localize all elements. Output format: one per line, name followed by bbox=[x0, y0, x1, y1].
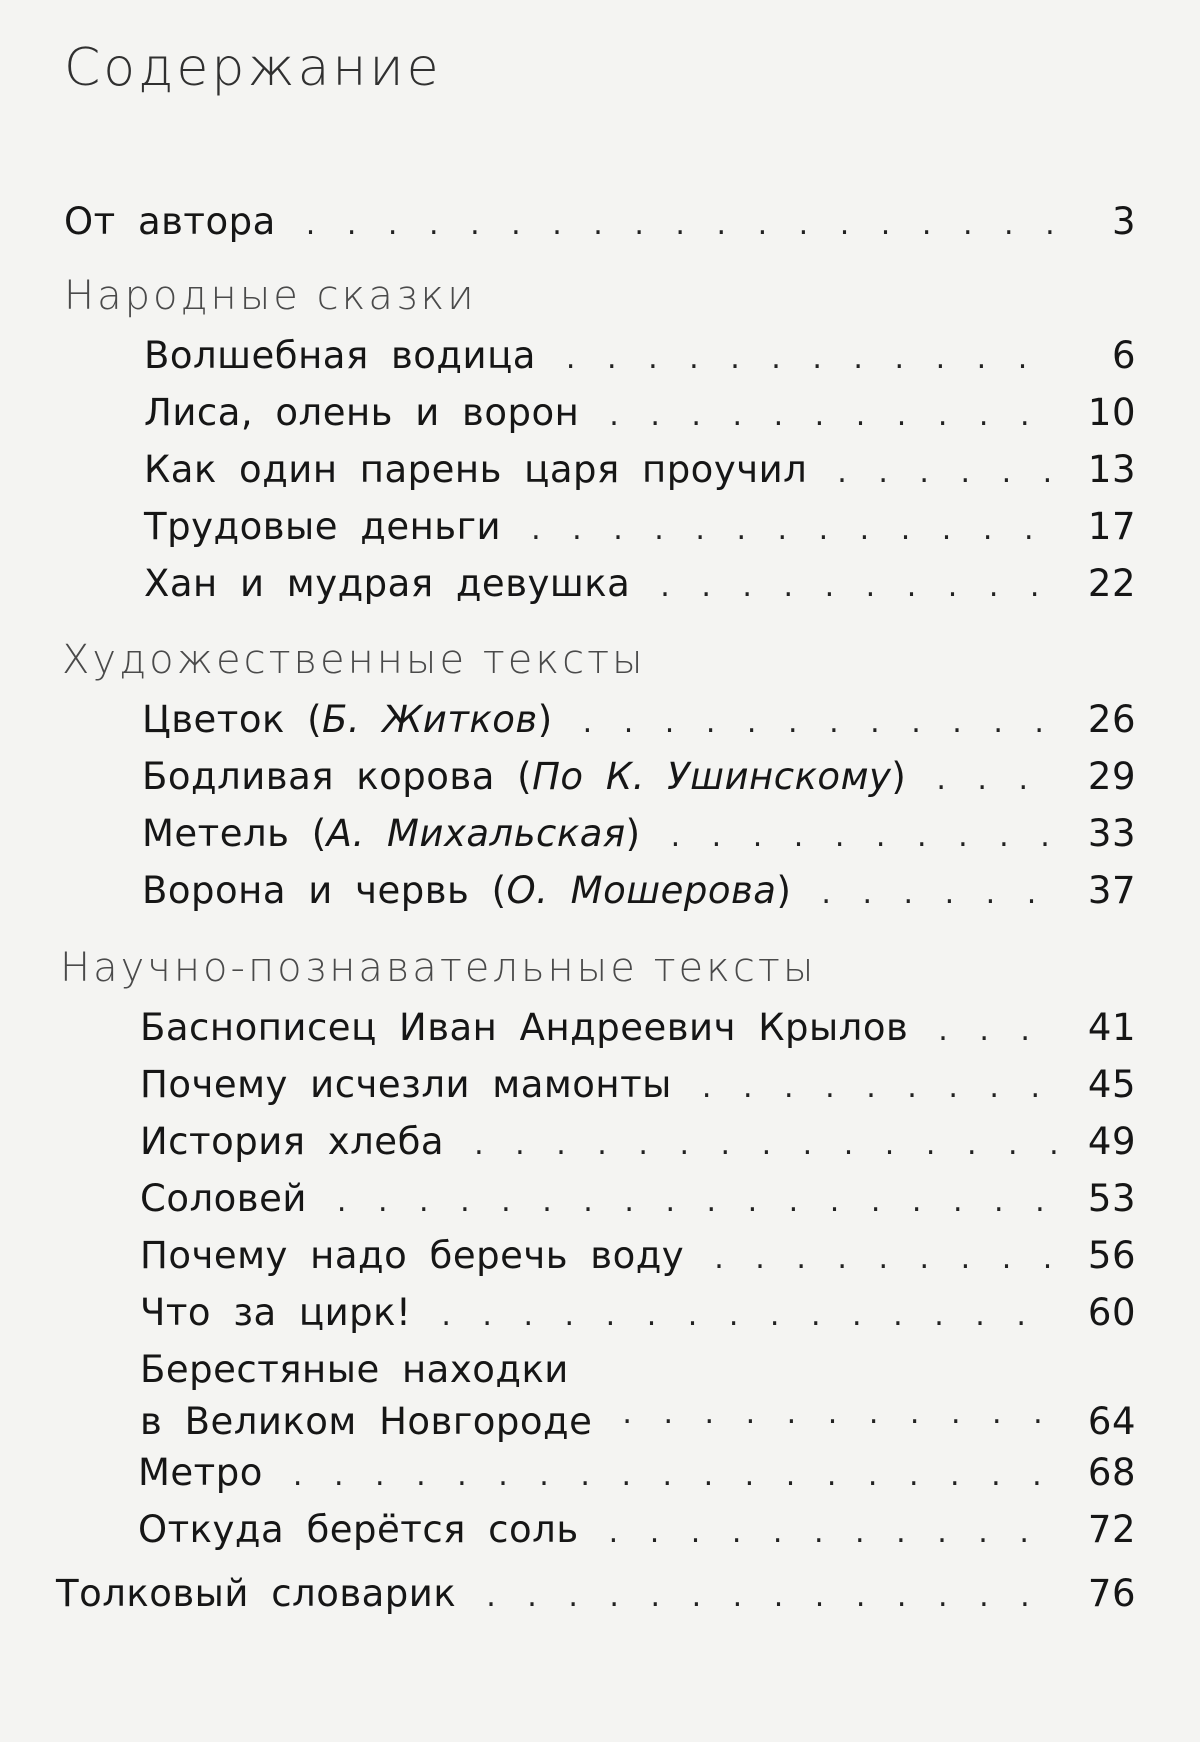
toc-entry-label: Метель bbox=[142, 812, 290, 855]
toc-entry[interactable] bbox=[140, 1287, 1136, 1342]
dot-leader bbox=[714, 1230, 1056, 1285]
toc-page-number: 76 bbox=[1087, 1572, 1136, 1615]
toc-entry-title: Бодливая корова (По К. Ушинскому) bbox=[142, 755, 907, 798]
dot-leader bbox=[486, 1568, 1056, 1623]
toc-entry-label-line2: в Великом Новгороде bbox=[140, 1400, 593, 1443]
dot-leader bbox=[337, 1173, 1056, 1228]
toc-page-number: 10 bbox=[1087, 391, 1136, 434]
toc-entry[interactable] bbox=[140, 1116, 1136, 1171]
toc-entry-label-line1: Берестяные находки bbox=[140, 1348, 569, 1391]
toc-page-number: 6 bbox=[1111, 334, 1136, 377]
toc-entry-label: Волшебная водица bbox=[144, 334, 536, 377]
toc-page-number: 22 bbox=[1087, 562, 1136, 605]
toc-entry-title: Цветок (Б. Житков) bbox=[142, 698, 553, 741]
toc-entry-label: Соловей bbox=[140, 1177, 307, 1220]
toc-entry-label: Трудовые деньги bbox=[144, 505, 502, 548]
toc-entry-label: От автора bbox=[64, 200, 276, 243]
toc-entry-label: Толковый словарик bbox=[56, 1572, 457, 1615]
toc-entry[interactable] bbox=[144, 387, 1136, 442]
toc-page-number: 60 bbox=[1087, 1291, 1136, 1334]
toc-page-number: 49 bbox=[1087, 1120, 1136, 1163]
dot-leader bbox=[293, 1447, 1056, 1502]
dot-leader bbox=[609, 387, 1056, 442]
toc-entry-label: Бодливая корова bbox=[142, 755, 495, 798]
section-heading-fiction: Художественные тексты bbox=[62, 637, 646, 683]
toc-entry-label: Лиса, олень и ворон bbox=[144, 391, 580, 434]
toc-entry[interactable] bbox=[142, 865, 1136, 920]
dot-leader bbox=[938, 1002, 1056, 1057]
toc-entry[interactable] bbox=[142, 808, 1136, 863]
toc-page-number: 45 bbox=[1087, 1063, 1136, 1106]
dot-leader bbox=[566, 330, 1056, 385]
toc-entry[interactable] bbox=[140, 1230, 1136, 1285]
dot-leader bbox=[660, 558, 1056, 613]
toc-entry[interactable] bbox=[142, 751, 1136, 806]
toc-entry[interactable] bbox=[140, 1059, 1136, 1114]
dot-leader bbox=[583, 694, 1056, 749]
dot-leader bbox=[441, 1287, 1056, 1342]
toc-page-number: 33 bbox=[1087, 812, 1136, 855]
toc-entry[interactable] bbox=[140, 1002, 1136, 1057]
toc-entry[interactable] bbox=[144, 501, 1136, 556]
toc-entry-label: История хлеба bbox=[140, 1120, 445, 1163]
toc-page-number: 37 bbox=[1087, 869, 1136, 912]
toc-entry-label: Хан и мудрая девушка bbox=[144, 562, 631, 605]
section-heading-folk-tales: Народные сказки bbox=[64, 273, 477, 319]
toc-entry-title: Ворона и червь (О. Мошерова) bbox=[142, 869, 792, 912]
toc-entry-label: Откуда берётся соль bbox=[138, 1508, 579, 1551]
page-title: Содержание bbox=[64, 38, 442, 98]
toc-entry-author: По К. Ушинскому bbox=[532, 755, 892, 798]
toc-entry[interactable] bbox=[144, 330, 1136, 385]
toc-entry-label: Почему исчезли мамонты bbox=[140, 1063, 672, 1106]
toc-page-number: 41 bbox=[1087, 1006, 1136, 1049]
dot-leader bbox=[609, 1504, 1056, 1559]
dot-leader bbox=[702, 1059, 1056, 1114]
dot-leader bbox=[306, 196, 1056, 251]
toc-page-number: 72 bbox=[1087, 1508, 1136, 1551]
toc-entry-author: О. Мошерова bbox=[506, 869, 777, 912]
toc-page-number: 3 bbox=[1111, 200, 1136, 243]
toc-page-number: 13 bbox=[1087, 448, 1136, 491]
toc-page-number: 68 bbox=[1087, 1451, 1136, 1494]
toc-entry-author: Б. Житков bbox=[322, 698, 538, 741]
toc-entry-author: А. Михальская bbox=[326, 812, 626, 855]
toc-entry[interactable] bbox=[138, 1504, 1136, 1559]
dot-leader bbox=[936, 751, 1056, 806]
toc-page-number: 26 bbox=[1087, 698, 1136, 741]
toc-entry-title: Метель (А. Михальская) bbox=[142, 812, 641, 855]
toc-entry-label: Что за цирк! bbox=[140, 1291, 412, 1334]
toc-entry[interactable] bbox=[144, 558, 1136, 613]
toc-entry[interactable] bbox=[140, 1173, 1136, 1228]
toc-entry[interactable] bbox=[144, 444, 1136, 499]
toc-entry-from-author[interactable] bbox=[64, 196, 1136, 251]
toc-page-number: 29 bbox=[1087, 755, 1136, 798]
toc-entry[interactable] bbox=[140, 1344, 1136, 1448]
toc-page-number: 56 bbox=[1087, 1234, 1136, 1277]
toc-page-number: 17 bbox=[1087, 505, 1136, 548]
dot-leader bbox=[821, 865, 1056, 920]
toc-entry-label: Ворона и червь bbox=[142, 869, 470, 912]
dot-leader bbox=[474, 1116, 1056, 1171]
toc-entry-label: Как один парень царя проучил bbox=[144, 448, 808, 491]
toc-entry[interactable] bbox=[138, 1447, 1136, 1502]
dot-leader bbox=[531, 501, 1056, 556]
toc-entry-label bbox=[140, 1344, 592, 1448]
toc-entry-label: Баснописец Иван Андреевич Крылов bbox=[140, 1006, 909, 1049]
toc-entry-label: Почему надо беречь воду bbox=[140, 1234, 685, 1277]
section-heading-science: Научно-познавательные тексты bbox=[60, 945, 817, 991]
toc-entry-label: Метро bbox=[138, 1451, 263, 1494]
toc-entry-glossary[interactable] bbox=[56, 1568, 1136, 1623]
dot-leader bbox=[837, 444, 1056, 499]
toc-entry-label: Цветок bbox=[142, 698, 285, 741]
toc-entry[interactable] bbox=[142, 694, 1136, 749]
dot-leader bbox=[622, 1385, 1056, 1440]
toc-page-number: 64 bbox=[1087, 1400, 1136, 1443]
toc-page-number: 53 bbox=[1087, 1177, 1136, 1220]
dot-leader bbox=[671, 808, 1056, 863]
